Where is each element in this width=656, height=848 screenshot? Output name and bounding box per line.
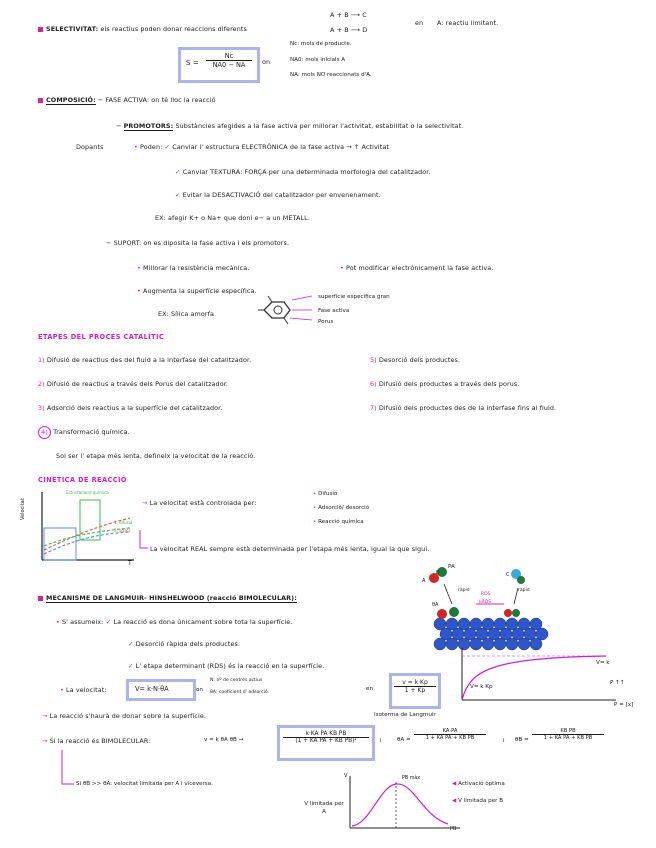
control-text: La velocitat està controlada per: xyxy=(149,499,257,507)
poden-label: Poden: xyxy=(140,143,163,151)
velocity-def-2: θA: coeficient d' adsorció. xyxy=(210,690,270,695)
vkp-label: V= k Kp xyxy=(470,684,493,690)
stage-4: 4) Transformació química. xyxy=(38,426,130,439)
stages-title: ETAPES DEL PROCÉS CATALÍTIC xyxy=(38,333,165,341)
lab-c: C xyxy=(506,572,510,578)
pb-max-label: PB màx xyxy=(402,776,421,781)
theta-a-num: KA·PA xyxy=(414,728,486,735)
formula-fraction xyxy=(206,52,252,69)
en-label: en xyxy=(415,19,424,27)
surface-diagram xyxy=(420,560,570,660)
poden-line: • Poden: ✓ Canviar l' estructura ELECTRÒNICA de la fase activa → ↑ Activitat xyxy=(134,143,389,151)
stage-2: 2) Difusió de reactius a través dels Porus del catalitzador. xyxy=(38,380,228,388)
assumeix-line: • S' assumeix: ✓ La reacció es dona únicament sobre tota la superfície. xyxy=(56,618,293,626)
surface-atoms xyxy=(434,618,548,650)
bimolecular-box xyxy=(277,725,375,761)
langmuir-num: v = k·Kp xyxy=(394,679,436,687)
promotors-text: Substàncies afegides a la fase activa per millorar l'activitat, estabilitat o la selectivitat. xyxy=(175,122,464,130)
selectivity-label: SELECTIVITAT: xyxy=(46,25,99,33)
suport-item-2: • Pot modificar electrònicament la fase activa. xyxy=(340,264,494,272)
sobre-line: → La reacció s'haurà de donar sobre la superfície. xyxy=(42,712,207,720)
theta-a-label: θA xyxy=(432,602,439,608)
on-label: on xyxy=(262,58,271,66)
suport-text-1: Millorar la resistència mecànica. xyxy=(143,264,250,272)
stage-7: 7) Difusió dels productes des de la interfase fins al fluid. xyxy=(370,404,557,412)
and-1: i xyxy=(380,738,382,744)
rapid-2: ràpid xyxy=(518,588,530,593)
bell-v-axis: V xyxy=(344,773,348,779)
label-fase: Fase activa xyxy=(318,308,350,314)
limit-note: Si θB >> θA: velocitat limitada per A i viceversa. xyxy=(76,781,213,787)
rapid-1: ràpid xyxy=(458,588,470,593)
assumeix-label: S' assumeix: xyxy=(62,618,104,626)
limiting-note: A: reactiu limitant. xyxy=(437,19,499,27)
def-nc: Nc: mols de producte. xyxy=(290,41,352,47)
velocity-on: on xyxy=(196,687,203,693)
formula-s: S = xyxy=(186,59,199,67)
theta-b-den: 1 + KA PA + KB PB xyxy=(543,735,593,741)
stage-note: Sol ser l' etapa més lenta, defineix la velocitat de la reacció. xyxy=(56,452,256,460)
bullet xyxy=(38,596,43,601)
suport-text-3: Augmenta la superfície específica. xyxy=(143,287,257,295)
bimol-den: (1 + KA PA + KB PB)² xyxy=(295,738,357,744)
limit-a-label: V limitada per A xyxy=(304,801,344,815)
theta-b-eq-label: θB = xyxy=(515,737,529,743)
langmuir-den: 1 + Kp xyxy=(404,687,426,694)
velocity-def-1: N: nº de centres actius xyxy=(210,678,263,683)
fase-activa: − FASE ACTIVA: on té lloc la reacció xyxy=(97,96,216,104)
assumption-3: L' etapa determinant (RDS) és la reacció en la superfície. xyxy=(135,662,325,670)
assumption-row-3: ✓ L' etapa determinant (RDS) és la reacció en la superfície. xyxy=(128,662,325,670)
isoterma-label: Isoterma de Langmuir xyxy=(374,712,436,718)
chart-ylabel: Velocitat xyxy=(20,498,26,520)
arrow-down-right xyxy=(138,530,150,554)
poden-row-3: ✓ Evitar la DESACTIVACIÓ del catalitzador per envenenament. xyxy=(175,191,381,199)
lab-a: A xyxy=(422,578,426,584)
suport-text-2: Pot modificar electrònicament la fase activa. xyxy=(346,264,494,272)
chart-series-label-1: 1. difusió xyxy=(114,520,133,525)
kinetics-note: La velocitat REAL sempre està determinada per l'etapa més lenta, igual la que sigui. xyxy=(150,545,430,553)
selectivity-line xyxy=(46,25,247,33)
arrow-down-right-2 xyxy=(56,750,76,790)
stage-6: 6) Difusió dels productes a través dels porus. xyxy=(370,380,520,388)
velocity-formula-box xyxy=(126,679,196,701)
theta-b-fraction xyxy=(532,728,604,741)
example-1: EX: afegir K+ o Na+ que doni e− a un METALL. xyxy=(155,214,310,222)
selectivity-formula-box xyxy=(178,47,260,83)
velocitat-label: • La velocitat: xyxy=(60,686,107,694)
stage-5: 5) Desorció dels productes. xyxy=(370,356,461,364)
krds-label: kRDS xyxy=(479,600,492,605)
reaction-1: A + B ⟶ C xyxy=(330,11,367,19)
mechanism-title: MECANISME DE LANGMUIR- HINSHELWOOD (reacció BIMOLECULAR): xyxy=(46,594,297,602)
reaction-2: A + B ⟶ D xyxy=(330,26,368,34)
chart-xlabel: T xyxy=(128,560,132,567)
suport-item-3: • Augmenta la superfície específica. xyxy=(137,287,257,295)
def-na0: NA0: mols inicials A xyxy=(290,57,346,63)
bullet xyxy=(38,98,43,103)
label-superficie: superfície específica gran xyxy=(318,294,390,300)
langmuir-fraction xyxy=(394,679,436,694)
selectivity-text: els reactius poden donar reaccions diferents xyxy=(100,25,247,33)
chart-top-label: Estrictament química xyxy=(66,490,109,495)
chart-series-label-2: 2. adsor. xyxy=(114,528,132,533)
control-3: • Reacció química xyxy=(313,519,364,525)
stage-1: 1) Difusió de reactius des del fluid a la interfase del catalitzador. xyxy=(38,356,252,364)
bimolecular-fraction xyxy=(283,731,369,744)
px-label: P = [x] xyxy=(614,702,634,708)
velocity-formula: V= k·N·θA xyxy=(135,685,169,693)
rds-label: RDS xyxy=(481,592,491,597)
poden-row-2: ✓ Canviar TEXTURA: FORÇA per una determinada morfologia del catalitzador. xyxy=(175,168,431,176)
silica-sketch xyxy=(258,296,318,326)
bullet xyxy=(38,27,43,32)
suport-line: − SUPORT: on es diposita la fase activa i els promotors. xyxy=(106,239,290,247)
assumption-1: La reacció es dona únicament sobre tota la superfície. xyxy=(113,618,293,626)
composition-label: COMPOSICIÓ: xyxy=(46,96,96,104)
example-2: EX: Sílica amorfa xyxy=(158,310,214,318)
control-1: • Difusió xyxy=(313,491,338,497)
stage-3: 3) Adsorció dels reactius a la superfície del catalitzador. xyxy=(38,404,223,412)
limit-b-label: ◀ V limitada per B xyxy=(452,798,504,804)
bell-pb-axis: PB xyxy=(450,826,457,832)
control-line: → La velocitat està controlada per: xyxy=(142,499,257,507)
velocity-en: en xyxy=(366,686,373,692)
control-2: • Adsorció/ desorció xyxy=(313,505,370,511)
dopants-label: Dopants xyxy=(76,143,104,151)
kinetics-title: CINÈTICA DE REACCIÓ xyxy=(38,476,127,484)
lab-b: B xyxy=(436,570,440,576)
poden-item-1: Canviar l' estructura ELECTRÒNICA de la fase activa → ↑ Activitat xyxy=(172,143,389,151)
pa-label: PA xyxy=(448,564,455,570)
assumption-2: Desorció ràpida dels productes. xyxy=(135,640,241,648)
assumption-row-2: ✓ Desorció ràpida dels productes. xyxy=(128,640,241,648)
p-up-label: P ↑↑ xyxy=(610,680,625,686)
theta-a-eq-label: θA = xyxy=(397,737,411,743)
theta-b-num: KB PB xyxy=(532,728,604,735)
vk-expression: v = k θA θB → xyxy=(204,737,244,743)
bimol-line: → Si la reacció és BIMOLECULAR: xyxy=(42,737,151,745)
and-2: i xyxy=(503,738,505,744)
vk-label: V= k xyxy=(596,660,610,666)
bimol-num: k·KA PA KB PB xyxy=(283,731,369,738)
activacio-label: ◀ Activació òptima xyxy=(452,781,505,787)
langmuir-box xyxy=(389,673,441,709)
def-na: NA: mols NO reaccionats d'A. xyxy=(290,72,372,78)
theta-a-den: 1 + KA PA + KB PB xyxy=(425,735,475,741)
promotors-label: PROMOTORS: xyxy=(123,122,174,130)
denominator: NA0 − NA xyxy=(212,61,246,69)
promotors-line: − PROMOTORS: Substàncies afegides a la fase activa per millorar l'activitat, estabilitat o la selectivitat. xyxy=(116,122,464,130)
composition-line xyxy=(46,96,216,104)
numerator: Nc xyxy=(206,52,252,61)
suport-item-1: • Millorar la resistència mecànica. xyxy=(137,264,250,272)
label-porus: Porus xyxy=(318,319,334,325)
isotherm-chart xyxy=(456,648,626,708)
theta-a-fraction xyxy=(414,728,486,741)
poden-item-3: Evitar la DESACTIVACIÓ del catalitzador per envenenament. xyxy=(182,191,381,199)
poden-item-2: Canviar TEXTURA: FORÇA per una determinada morfologia del catalitzador. xyxy=(182,168,431,176)
